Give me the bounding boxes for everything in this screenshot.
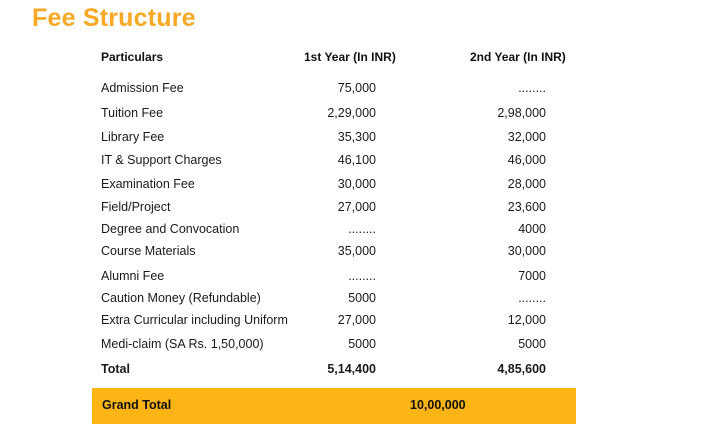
- grand-total-label: Grand Total: [102, 398, 172, 412]
- row-year2: ........: [518, 81, 546, 95]
- total-label: Total: [101, 362, 130, 376]
- table-row: [0, 222, 702, 242]
- table-row: [0, 244, 702, 264]
- row-year1: ........: [348, 269, 376, 283]
- row-year2: 30,000: [507, 244, 546, 258]
- row-label: Library Fee: [101, 130, 165, 144]
- row-year1: 35,000: [337, 244, 376, 258]
- row-label: Field/Project: [101, 200, 171, 214]
- row-year2: 5000: [518, 337, 546, 351]
- row-label: Extra Curricular including Uniform: [101, 313, 288, 327]
- row-year2: 2,98,000: [497, 106, 546, 120]
- row-year1: 2,29,000: [327, 106, 376, 120]
- table-row: [0, 200, 702, 220]
- table-row: [0, 291, 702, 311]
- total-year2: 4,85,600: [497, 362, 546, 376]
- row-year1: ........: [348, 222, 376, 236]
- row-year2: 28,000: [507, 177, 546, 191]
- table-row: [0, 153, 702, 173]
- row-year2: 7000: [518, 269, 546, 283]
- table-row: [0, 337, 702, 357]
- header-particulars: Particulars: [101, 50, 164, 64]
- grand-total-value: 10,00,000: [410, 398, 466, 412]
- header-year1: 1st Year (In INR): [304, 50, 396, 64]
- row-label: Caution Money (Refundable): [101, 291, 261, 305]
- row-label: Medi-claim (SA Rs. 1,50,000): [101, 337, 264, 351]
- table-row: [0, 130, 702, 150]
- grand-total-bar: [92, 388, 576, 424]
- row-year2: 12,000: [507, 313, 546, 327]
- row-year1: 30,000: [337, 177, 376, 191]
- row-year1: 5000: [348, 291, 376, 305]
- row-year2: 4000: [518, 222, 546, 236]
- row-year2: ........: [518, 291, 546, 305]
- row-label: Tuition Fee: [101, 106, 164, 120]
- row-year1: 27,000: [337, 313, 376, 327]
- row-label: Degree and Convocation: [101, 222, 240, 236]
- row-year1: 27,000: [337, 200, 376, 214]
- page-title: Fee Structure: [32, 4, 196, 32]
- row-year1: 46,100: [337, 153, 376, 167]
- table-row: [0, 313, 702, 333]
- row-label: Alumni Fee: [101, 269, 165, 283]
- row-year1: 5000: [348, 337, 376, 351]
- table-row: [0, 106, 702, 126]
- header-year2: 2nd Year (In INR): [470, 50, 566, 64]
- table-row: [0, 177, 702, 197]
- row-label: Admission Fee: [101, 81, 184, 95]
- row-label: Examination Fee: [101, 177, 195, 191]
- table-row: [0, 269, 702, 289]
- row-year1: 75,000: [337, 81, 376, 95]
- row-year2: 46,000: [507, 153, 546, 167]
- total-row: [0, 362, 702, 382]
- row-year2: 23,600: [507, 200, 546, 214]
- table-row: [0, 81, 702, 101]
- row-label: Course Materials: [101, 244, 196, 258]
- row-label: IT & Support Charges: [101, 153, 222, 167]
- total-year1: 5,14,400: [327, 362, 376, 376]
- row-year2: 32,000: [507, 130, 546, 144]
- row-year1: 35,300: [337, 130, 376, 144]
